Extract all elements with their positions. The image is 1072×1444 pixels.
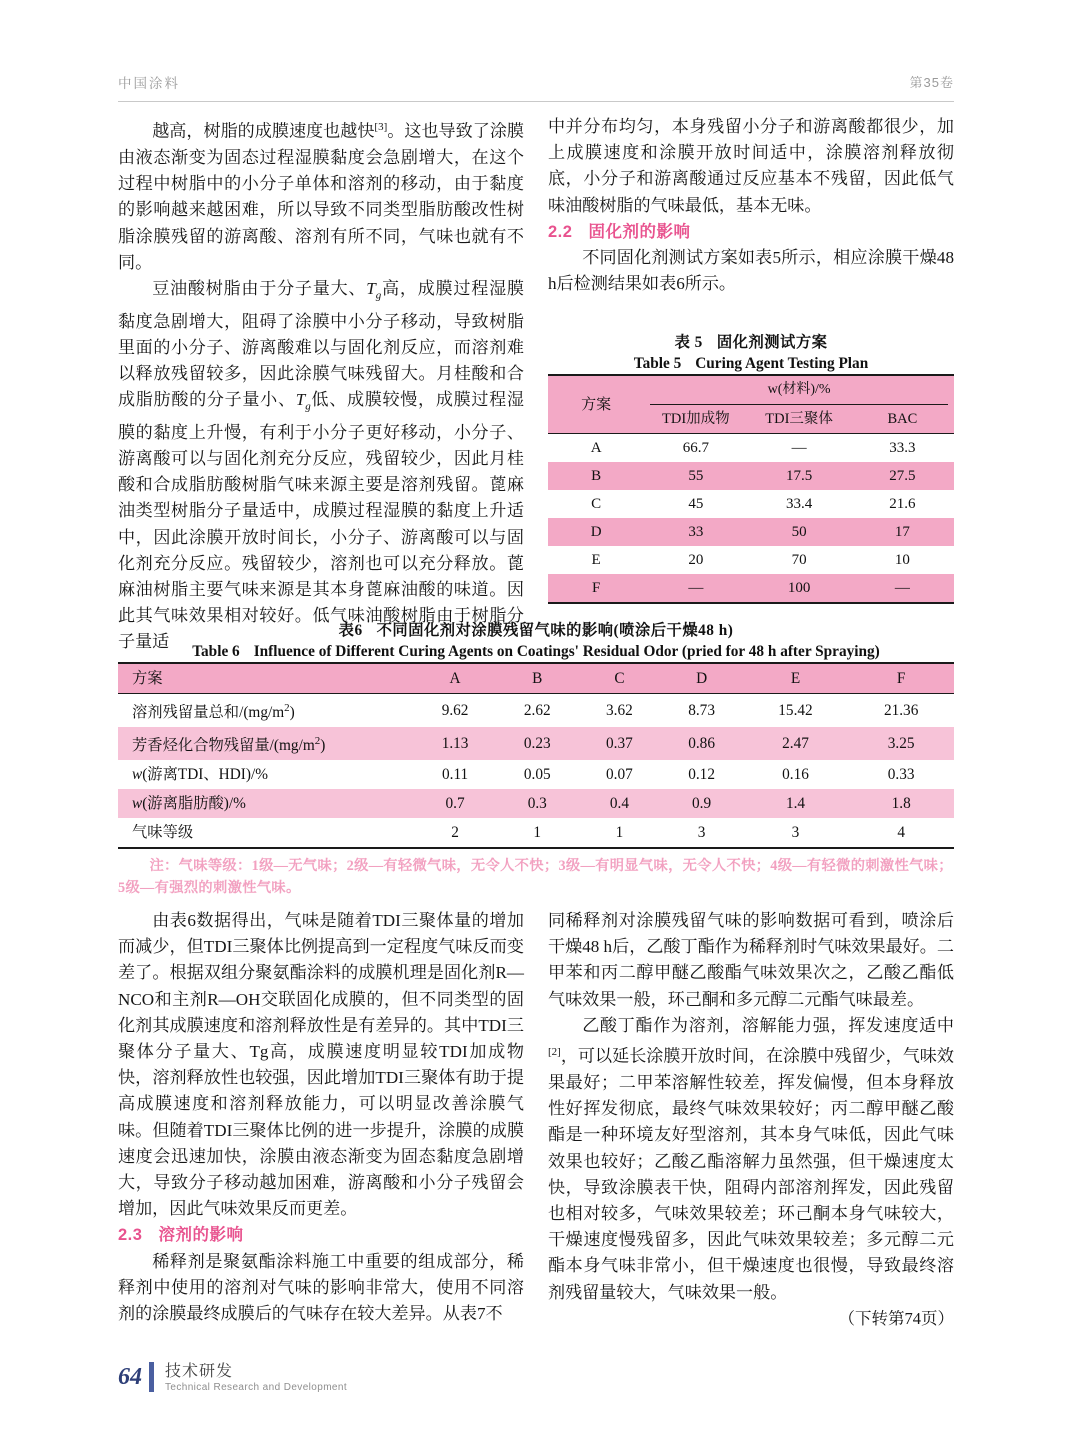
table-6-r2-label: w(游离TDI、HDI)/% xyxy=(132,766,268,784)
table-5-r4-c2: 10 xyxy=(894,552,910,568)
table-5-caption-en-label: Table 5 xyxy=(633,355,682,372)
table-6-r1-c1: 0.23 xyxy=(523,735,551,753)
table-6-r1-c4: 2.47 xyxy=(782,735,809,753)
table-6-r0-label: 溶剂残留量总和$/(mg/m^2)$ xyxy=(132,702,295,722)
table-row xyxy=(118,760,954,789)
page-footer xyxy=(118,1362,347,1394)
paragraph: 同稀释剂对涂膜残留气味的影响数据可看到，喷涂后干燥48 h后，乙酸丁酯作为稀释剂时气味效果最好。二甲苯和丙二醇甲醚乙酸酯气味效果次之，乙酸乙酯低气味效果一般，环己酮和多元醇二元酯气味最差。 xyxy=(548,911,954,1009)
continuation-note: （下转第74页） xyxy=(838,1308,954,1328)
table-6-caption-cn-label: 表6 xyxy=(338,622,363,639)
table-6-r2-c4: 0.16 xyxy=(782,766,809,784)
table-6-grid xyxy=(118,662,954,849)
table-6-r0-c4: 15.42 xyxy=(778,702,813,720)
table-6-col-D: D xyxy=(696,670,708,687)
section-title: 固化剂的影响 xyxy=(588,222,691,241)
table-5-r1-c2: 27.5 xyxy=(889,468,916,484)
table-6-r4-label: 气味等级 xyxy=(132,824,194,842)
table-6-r3-c1: 0.3 xyxy=(527,795,547,813)
table-5-r2-c1: 33.4 xyxy=(785,496,813,512)
table-row xyxy=(118,789,954,818)
table-6-r3-c0: 0.7 xyxy=(445,795,465,813)
table-5-r3-c2: 17 xyxy=(894,524,910,540)
paragraph: 乙酸丁酯作为溶剂，溶解能力强，挥发速度适中[2]，可以延长涂膜开放时间，在涂膜中残留少，气味效果最好；二甲苯溶解性较差，挥发偏慢，但本身释放性好挥发彻底，最终气味效果较好；丙二醇甲醚乙酸酯是一种环境友好型溶剂，其本身气味低，因此气味效果也较好；乙酸乙酯溶解力虽然强，但干燥速度太快，导致涂膜表干快，阻碍内部溶剂挥发，因此残留也相对较多，气味效果较差；环己酮本身气味较大，干燥速度慢残留多，因此气味效果较差；多元醇二元酯本身气味非常小，但干燥速度也很慢，导致最终溶剂残留量较大，气味效果一般。 xyxy=(548,1015,954,1302)
table-6 xyxy=(118,620,954,899)
table-5-r2-plan: C xyxy=(591,496,602,512)
table-6-r2-c2: 0.07 xyxy=(606,766,633,784)
table-5-caption-cn-title: 固化剂测试方案 xyxy=(716,334,828,351)
table-6-r3-c4: 1.4 xyxy=(785,795,806,813)
table-5-r1-c1: 17.5 xyxy=(785,468,813,484)
paragraph: 中并分布均匀，本身残留小分子和游离酸都很少，加上成膜速度和涂膜开放时间适中，涂膜溶剂释放彻底，小分子和游离酸通过反应基本不残留，因此低气味油酸树脂的气味最低，基本无味。 xyxy=(548,117,954,215)
table-6-r0-c3: 8.73 xyxy=(688,702,715,720)
running-head xyxy=(118,72,954,102)
right-column-top xyxy=(548,114,954,297)
table-row xyxy=(118,818,954,848)
table-6-r3-c3: 0.9 xyxy=(692,795,712,813)
table-6-r1-c3: 0.86 xyxy=(688,735,715,753)
table-5-subheader-1: TDI三聚体 xyxy=(765,411,833,427)
table-5-group-header-row xyxy=(548,375,954,405)
table-6-r2-c3: 0.12 xyxy=(688,766,715,784)
table-row xyxy=(548,434,954,463)
table-5-r5-c2: — xyxy=(894,580,910,596)
table-6-r4-c5: 4 xyxy=(897,824,905,842)
table-6-r0-c1: 2.62 xyxy=(523,702,551,720)
table-6-r3-c5: 1.8 xyxy=(891,795,911,813)
table-row xyxy=(548,462,954,490)
table-row xyxy=(548,574,954,603)
table-5-r0-c0: 66.7 xyxy=(682,440,709,456)
section-number: 2.3 xyxy=(118,1226,143,1245)
section-title: 溶剂的影响 xyxy=(158,1226,244,1245)
table-5-r5-c1: 100 xyxy=(787,580,811,596)
volume-label: 第35卷 xyxy=(909,75,954,90)
table-6-r2-c0: 0.11 xyxy=(441,766,469,784)
table-5-r4-c1: 70 xyxy=(791,552,807,568)
paragraph: 稀释剂是聚氨酯涂料施工中重要的组成部分，稀释剂中使用的溶剂对气味的影响非常大，使用不同溶剂的涂膜最终成膜后的气味存在较大差异。从表7不 xyxy=(118,1251,524,1324)
table-6-r4-c0: 2 xyxy=(451,824,459,842)
table-5-r3-c1: 50 xyxy=(791,524,807,540)
table-6-col-A: A xyxy=(449,670,461,687)
table-6-r2-c5: 0.33 xyxy=(887,766,915,784)
table-6-r4-c4: 3 xyxy=(791,824,800,842)
table-6-r0-c5: 21.36 xyxy=(883,702,919,720)
table-row xyxy=(118,694,954,728)
table-5-subheader-0: TDI加成物 xyxy=(662,411,730,427)
table-6-r1-c5: 3.25 xyxy=(887,735,915,753)
table-5-r4-c0: 20 xyxy=(688,552,704,568)
citation-ref: [3] xyxy=(374,121,388,133)
table-5-caption xyxy=(548,332,954,374)
table-5-r4-plan: E xyxy=(591,552,601,568)
citation-ref: [2] xyxy=(548,1046,561,1059)
table-5-subheader-2: BAC xyxy=(887,411,918,427)
footer-section-cn: 技术研发 xyxy=(165,1363,234,1380)
section-heading-2-2 xyxy=(548,219,954,245)
page-number: 64 xyxy=(118,1364,142,1390)
table-6-r4-c2: 1 xyxy=(615,824,624,842)
table-row xyxy=(548,546,954,574)
table-6-r2-c1: 0.05 xyxy=(523,766,551,784)
table-6-r3-c2: 0.4 xyxy=(609,795,629,813)
paragraph: 越高，树脂的成膜速度也越快[3]。这也导致了涂膜由液态渐变为固态过程湿膜黏度会急剧增大，在这个过程中树脂中的小分子单体和溶剂的移动，由于黏度的影响越来越困难，所以导致不同类型脂肪酸改性树脂涂膜残留的游离酸、溶剂有所不同，气味也就有不同。 xyxy=(118,121,525,272)
table-6-r1-c0: 1.13 xyxy=(441,735,469,753)
table-6-caption xyxy=(118,620,954,662)
table-5-r2-c0: 45 xyxy=(688,496,704,512)
paragraph: 豆油酸树脂由于分子量大、$T_g$高，成膜过程湿膜黏度急剧增大，阻碍了涂膜中小分子移动，导致树脂里面的小分子、游离酸难以与固化剂反应，而溶剂难以释放残留较多，因此涂膜气味残留大。月桂酸和合成脂肪酸的分子量小、$T_g$低、成膜较慢，成膜过程湿膜的黏度上升慢，有利于小分子更好移动，小分子、游离酸可以与固化剂充分反应，残留较少，因此月桂酸和合成脂肪酸树脂气味来源主要是溶剂残留。蓖麻油类型树脂分子量适中，成膜过程湿膜的黏度上升适中，因此涂膜开放时间长，小分子、游离酸可以与固化剂充分反应。残留较少，溶剂也可以充分释放。蓖麻油树脂主要气味来源是其本身蓖麻油酸的味道。因此其气味效果相对较好。低气味油酸树脂由于树脂分子量适 xyxy=(118,278,525,652)
table-6-r3-label: w(游离脂肪酸)/% xyxy=(132,795,246,813)
table-5-r3-c0: 33 xyxy=(688,524,704,540)
paragraph: 不同固化剂测试方案如表5所示，相应涂膜干燥48 h后检测结果如表6所示。 xyxy=(548,248,954,294)
table-row xyxy=(118,727,954,760)
table-5-grid xyxy=(548,374,954,604)
table-6-col-C: C xyxy=(614,670,625,687)
table-row xyxy=(548,518,954,546)
section-number: 2.2 xyxy=(548,222,573,241)
table-5-header-plan: 方案 xyxy=(581,396,612,413)
footer-divider-bar xyxy=(149,1362,154,1392)
table-5-header-group-text: w(材料)/% xyxy=(767,382,831,397)
table-5-header-group xyxy=(644,375,954,405)
table-6-header-row xyxy=(118,663,954,694)
journal-name: 中国涂料 xyxy=(118,76,180,91)
table-6-r4-c1: 1 xyxy=(533,824,542,842)
table-5-r5-c0: — xyxy=(688,580,704,596)
table-6-note: 注：气味等级：1级—无气味；2级—有轻微气味，无令人不快；3级—有明显气味，无令人不快；4级—有轻微的刺激性气味；5级—有强烈的刺激性气味。 xyxy=(118,858,953,897)
table-6-r1-label: 芳香烃化合物残留量$/(mg/m^2)$ xyxy=(132,735,326,755)
table-5-r0-c1: — xyxy=(791,440,807,456)
table-5-r1-plan: B xyxy=(591,468,602,484)
table-6-caption-en-title: Influence of Different Curing Agents on Coatings' Residual Odor (pried for 48 h after Spraying) xyxy=(253,643,880,660)
table-6-col-E: E xyxy=(790,670,801,687)
paragraph: 由表6数据得出，气味是随着TDI三聚体量的增加而减少，但TDI三聚体比例提高到一定程度气味反而变差了。根据双组分聚氨酯涂料的成膜机理是固化剂R—NCO和主剂R—OH交联固化成膜的，但不同类型的固化剂其成膜速度和溶剂释放性是有差异的。其中TDI三聚体分子量大、Tg高，成膜速度明显较TDI加成物快，溶剂释放性也较强，因此增加TDI三聚体有助于提高成膜速度和溶剂释放能力，可以明显改善涂膜气味。但随着TDI三聚体比例的进一步提升，涂膜的成膜速度会迅速加快，涂膜由液态渐变为固态黏度急剧增大，导致分子移动越加困难，游离酸和小分子残留会增加，因此气味效果反而更差。 xyxy=(118,911,524,1219)
table-6-r0-c2: 3.62 xyxy=(606,702,633,720)
table-5-caption-cn-label: 表 5 xyxy=(674,334,703,351)
table-6-r4-c3: 3 xyxy=(697,824,706,842)
table-6-caption-cn-title: 不同固化剂对涂膜残留气味的影响(喷涂后干燥48 h) xyxy=(376,622,734,639)
table-5-r1-c0: 55 xyxy=(688,468,704,484)
table-6-col-B: B xyxy=(532,670,543,687)
table-5-r5-plan: F xyxy=(591,580,601,596)
table-6-header-label: 方案 xyxy=(132,670,163,687)
table-6-r1-c2: 0.37 xyxy=(606,735,633,753)
table-5 xyxy=(548,332,954,604)
table-5-r0-c2: 33.3 xyxy=(889,440,916,456)
table-5-r3-plan: D xyxy=(590,524,602,540)
table-6-caption-en-label: Table 6 xyxy=(192,643,240,660)
table-5-r2-c2: 21.6 xyxy=(889,496,916,512)
footer-section-en: Technical Research and Development xyxy=(165,1382,348,1393)
right-column-bottom xyxy=(548,908,954,1332)
section-heading-2-3 xyxy=(118,1222,524,1248)
table-6-r0-c0: 9.62 xyxy=(441,702,469,720)
table-5-r0-plan: A xyxy=(590,440,602,456)
table-row xyxy=(548,490,954,518)
table-6-col-F: F xyxy=(896,670,906,687)
table-5-caption-en-title: Curing Agent Testing Plan xyxy=(695,355,869,372)
left-column-bottom xyxy=(118,908,524,1327)
